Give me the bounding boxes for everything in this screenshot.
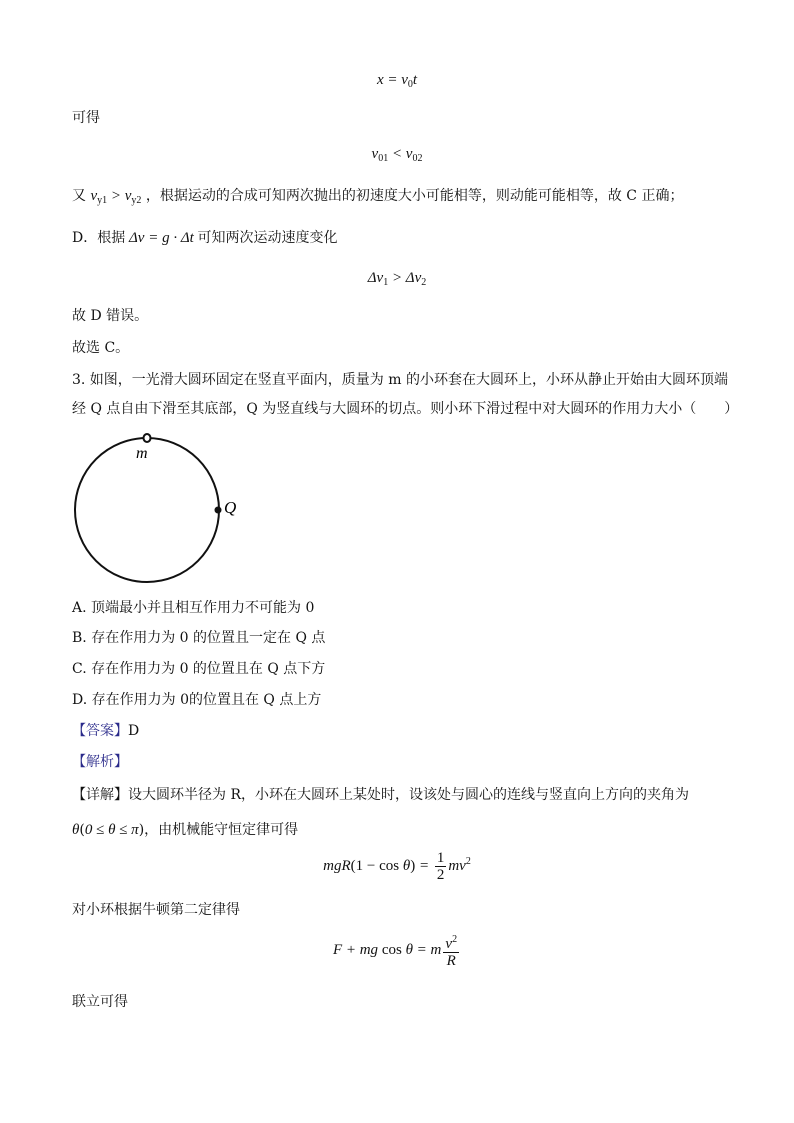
text-kede: 可得 (72, 110, 100, 126)
equation-x: $x = v_0t$ (376, 72, 418, 90)
question-3-line1: 3. 如图，一光滑大圆环固定在竖直平面内，质量为 m 的小环套在大圆环上，小环从静止开始由大圆环顶端 (72, 372, 728, 388)
text-d-wrong: 故 D 错误。 (72, 308, 149, 324)
equation-v0: $v_{01} < v_{02}$ (371, 146, 423, 164)
analysis-tag: 【解析】 (72, 754, 128, 770)
small-ring (144, 434, 151, 442)
answer-tag: 【答案】 (72, 723, 128, 739)
label-q: Q (224, 498, 237, 517)
answer-line (72, 721, 139, 741)
option-c: C. 存在作用力为 0 的位置且在 Q 点下方 (72, 661, 326, 677)
text-choose-c: 故选 C。 (72, 340, 130, 356)
label-m: m (136, 445, 148, 462)
point-q (215, 507, 222, 514)
text-lianli: 联立可得 (72, 994, 128, 1010)
circle-figure (60, 428, 260, 592)
theta-line: θ(0 ≤ θ ≤ π)，由机械能守恒定律可得 (72, 822, 299, 838)
option-d: D. 存在作用力为 0的位置且在 Q 点上方 (72, 692, 322, 708)
equation-energy: mgR(1 − cos θ) = $\frac{1}{2}$ $mv^2$ (323, 850, 471, 883)
answer-value: D (128, 723, 140, 739)
text-option-d: D．根据 Δv = g · Δt 可知两次运动速度变化 (72, 230, 338, 246)
option-b: B. 存在作用力为 0 的位置且一定在 Q 点 (72, 630, 326, 646)
detail-line: 【详解】设大圆环半径为 R，小环在大圆环上某处时，设该处与圆心的连线与竖直向上方向的夹角为 (72, 787, 689, 803)
question-3-line2: 经 Q 点自由下滑至其底部，Q 为竖直线与大圆环的切点。则小环下滑过程中对大圆环的作用力大小（ ） (72, 401, 739, 417)
text-newton: 对小环根据牛顿第二定律得 (72, 902, 240, 918)
equation-dv: $\Delta v_1 > \Delta v_2$ (367, 270, 427, 288)
text-you: 又 $v_{y1} > v_{y2}$ ，根据运动的合成可知两次抛出的初速度大小可能相等，则动能可能相等，故 C 正确； (72, 188, 684, 206)
option-a: A. 顶端最小并且相互作用力不可能为 0 (72, 600, 315, 616)
equation-newton: F + mg cos θ = m $\frac{v^2}{R}$ (332, 934, 458, 969)
